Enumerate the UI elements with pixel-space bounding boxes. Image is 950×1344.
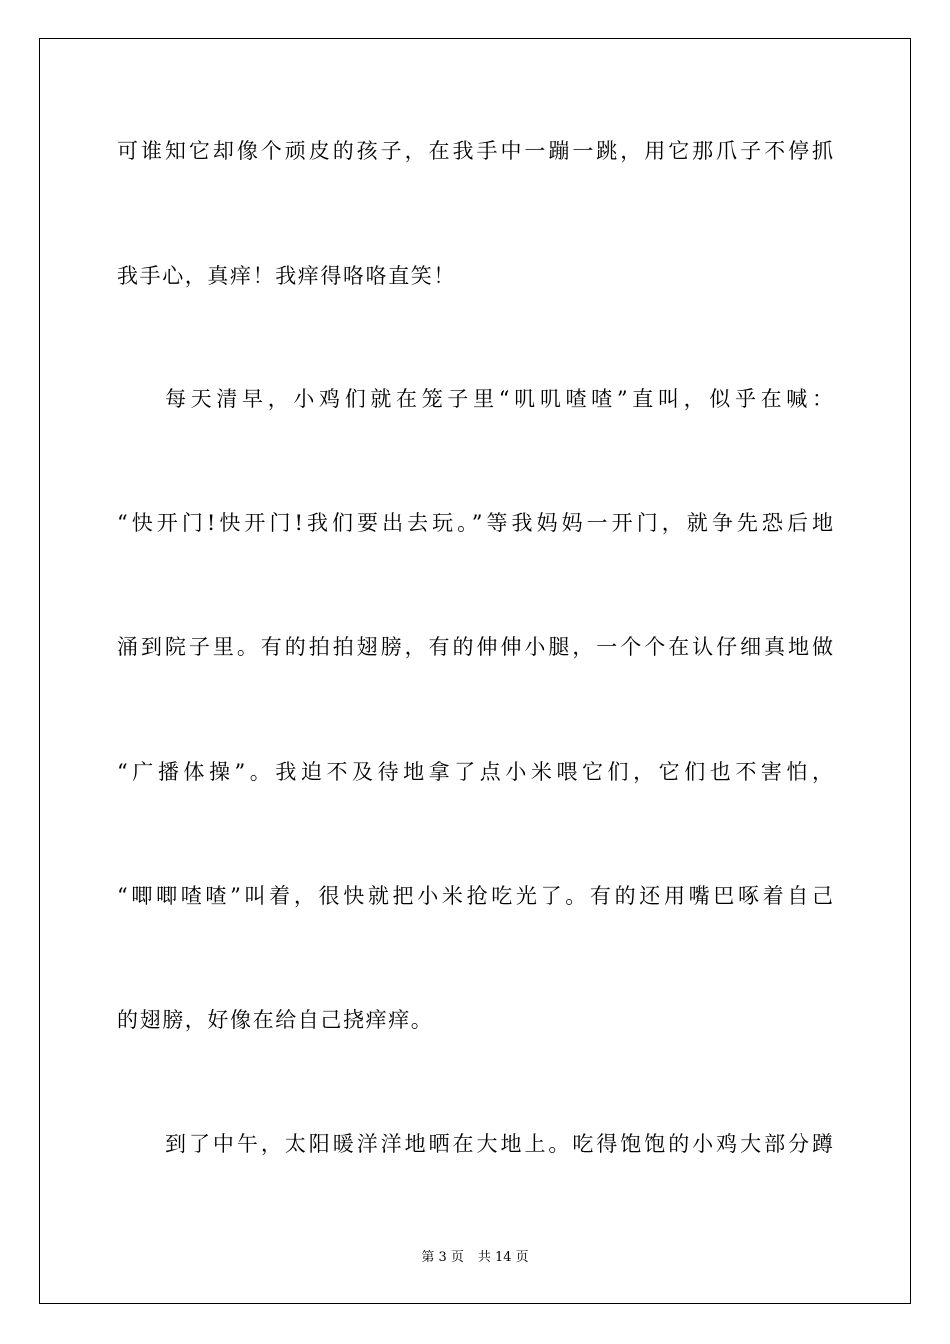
page-total: 共 14 页 xyxy=(477,1250,529,1265)
paragraph-line: “广播体操”。我迫不及待地拿了点小米喂它们，它们也不害怕， xyxy=(117,760,833,784)
paragraph-line: 我手心，真痒！我痒得咯咯直笑！ xyxy=(117,264,456,288)
paragraph-line: 涌到院子里。有的拍拍翅膀，有的伸伸小腿，一个个在认仔细真地做 xyxy=(117,635,833,659)
paragraph-line: 的翅膀，好像在给自己挠痒痒。 xyxy=(117,1008,434,1032)
page-number: 第 3 页 xyxy=(421,1250,464,1265)
page-border xyxy=(39,38,911,1304)
paragraph-line: “唧唧喳喳”叫着，很快就把小米抢吃光了。有的还用嘴巴啄着自己 xyxy=(117,884,833,908)
paragraph-line: “快开门!快开门!我们要出去玩。”等我妈妈一开门，就争先恐后地 xyxy=(117,511,833,535)
paragraph-line: 可谁知它却像个顽皮的孩子，在我手中一蹦一跳，用它那爪子不停抓 xyxy=(117,139,833,163)
paragraph-line-indented: 每天清早，小鸡们就在笼子里“叽叽喳喳”直叫，似乎在喊： xyxy=(165,387,833,411)
page-footer xyxy=(0,1249,950,1267)
paragraph-line-indented: 到了中午，太阳暖洋洋地晒在大地上。吃得饱饱的小鸡大部分蹲 xyxy=(165,1132,833,1156)
